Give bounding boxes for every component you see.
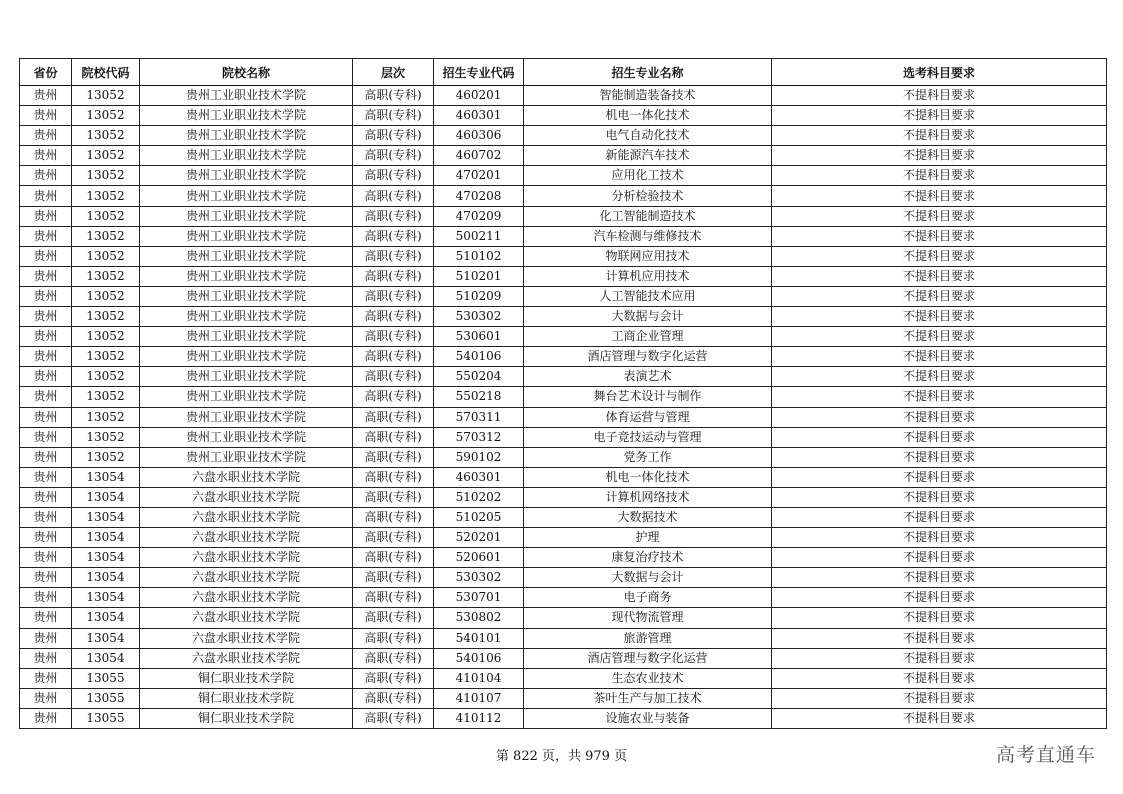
cell-major-name: 机电一体化技术 <box>524 106 772 126</box>
cell-school-code: 13052 <box>72 447 140 467</box>
cell-school-name: 六盘水职业技术学院 <box>140 568 353 588</box>
cell-major-name: 化工智能制造技术 <box>524 206 772 226</box>
cell-major-code: 540101 <box>434 628 524 648</box>
cell-subject-requirement: 不提科目要求 <box>772 226 1107 246</box>
cell-school-name: 贵州工业职业技术学院 <box>140 206 353 226</box>
table-row <box>20 588 1107 608</box>
cell-school-code: 13054 <box>72 608 140 628</box>
cell-level: 高职(专科) <box>353 206 434 226</box>
table-row <box>20 186 1107 206</box>
cell-major-code: 530802 <box>434 608 524 628</box>
cell-province: 贵州 <box>20 387 72 407</box>
cell-province: 贵州 <box>20 126 72 146</box>
table-row <box>20 447 1107 467</box>
table-row <box>20 668 1107 688</box>
cell-province: 贵州 <box>20 467 72 487</box>
cell-school-name: 贵州工业职业技术学院 <box>140 106 353 126</box>
cell-province: 贵州 <box>20 608 72 628</box>
cell-subject-requirement: 不提科目要求 <box>772 548 1107 568</box>
cell-school-name: 贵州工业职业技术学院 <box>140 246 353 266</box>
cell-school-code: 13052 <box>72 327 140 347</box>
cell-major-name: 计算机应用技术 <box>524 266 772 286</box>
cell-subject-requirement: 不提科目要求 <box>772 266 1107 286</box>
cell-level: 高职(专科) <box>353 407 434 427</box>
header-school-code: 院校代码 <box>72 59 140 86</box>
cell-province: 贵州 <box>20 86 72 106</box>
cell-school-name: 六盘水职业技术学院 <box>140 467 353 487</box>
cell-subject-requirement: 不提科目要求 <box>772 487 1107 507</box>
header-major-name: 招生专业名称 <box>524 59 772 86</box>
cell-school-code: 13054 <box>72 648 140 668</box>
cell-major-name: 人工智能技术应用 <box>524 286 772 306</box>
cell-school-code: 13052 <box>72 367 140 387</box>
cell-school-name: 贵州工业职业技术学院 <box>140 146 353 166</box>
cell-subject-requirement: 不提科目要求 <box>772 568 1107 588</box>
table-row <box>20 688 1107 708</box>
cell-major-code: 500211 <box>434 226 524 246</box>
table-row <box>20 266 1107 286</box>
cell-school-name: 六盘水职业技术学院 <box>140 648 353 668</box>
cell-subject-requirement: 不提科目要求 <box>772 166 1107 186</box>
cell-major-code: 460301 <box>434 106 524 126</box>
cell-subject-requirement: 不提科目要求 <box>772 608 1107 628</box>
cell-major-code: 510205 <box>434 507 524 527</box>
cell-major-name: 现代物流管理 <box>524 608 772 628</box>
cell-school-code: 13052 <box>72 206 140 226</box>
cell-school-name: 贵州工业职业技术学院 <box>140 347 353 367</box>
table-row <box>20 568 1107 588</box>
cell-subject-requirement: 不提科目要求 <box>772 86 1107 106</box>
cell-province: 贵州 <box>20 628 72 648</box>
table-row <box>20 548 1107 568</box>
cell-major-name: 汽车检测与维修技术 <box>524 226 772 246</box>
cell-school-name: 六盘水职业技术学院 <box>140 528 353 548</box>
cell-school-code: 13054 <box>72 628 140 648</box>
cell-subject-requirement: 不提科目要求 <box>772 246 1107 266</box>
cell-major-name: 体育运营与管理 <box>524 407 772 427</box>
cell-subject-requirement: 不提科目要求 <box>772 106 1107 126</box>
cell-province: 贵州 <box>20 327 72 347</box>
cell-major-code: 520201 <box>434 528 524 548</box>
cell-school-name: 六盘水职业技术学院 <box>140 608 353 628</box>
cell-province: 贵州 <box>20 588 72 608</box>
cell-school-code: 13055 <box>72 668 140 688</box>
cell-subject-requirement: 不提科目要求 <box>772 186 1107 206</box>
cell-subject-requirement: 不提科目要求 <box>772 206 1107 226</box>
cell-major-code: 470208 <box>434 186 524 206</box>
cell-school-name: 六盘水职业技术学院 <box>140 548 353 568</box>
cell-school-name: 六盘水职业技术学院 <box>140 588 353 608</box>
cell-level: 高职(专科) <box>353 548 434 568</box>
cell-major-name: 智能制造装备技术 <box>524 86 772 106</box>
cell-school-code: 13052 <box>72 186 140 206</box>
table-row <box>20 507 1107 527</box>
cell-subject-requirement: 不提科目要求 <box>772 307 1107 327</box>
table-row <box>20 467 1107 487</box>
cell-major-code: 570312 <box>434 427 524 447</box>
cell-major-code: 520601 <box>434 548 524 568</box>
cell-level: 高职(专科) <box>353 668 434 688</box>
cell-major-code: 510209 <box>434 286 524 306</box>
cell-subject-requirement: 不提科目要求 <box>772 286 1107 306</box>
cell-province: 贵州 <box>20 427 72 447</box>
cell-province: 贵州 <box>20 146 72 166</box>
cell-major-code: 570311 <box>434 407 524 427</box>
cell-major-code: 540106 <box>434 347 524 367</box>
cell-level: 高职(专科) <box>353 708 434 728</box>
cell-major-code: 540106 <box>434 648 524 668</box>
cell-school-name: 贵州工业职业技术学院 <box>140 367 353 387</box>
table-row <box>20 407 1107 427</box>
cell-school-code: 13052 <box>72 307 140 327</box>
cell-major-name: 分析检验技术 <box>524 186 772 206</box>
table-row <box>20 327 1107 347</box>
table-row <box>20 387 1107 407</box>
cell-major-name: 电子竞技运动与管理 <box>524 427 772 447</box>
cell-province: 贵州 <box>20 106 72 126</box>
cell-major-name: 茶叶生产与加工技术 <box>524 688 772 708</box>
table-row <box>20 226 1107 246</box>
cell-province: 贵州 <box>20 507 72 527</box>
cell-level: 高职(专科) <box>353 628 434 648</box>
cell-province: 贵州 <box>20 206 72 226</box>
cell-school-name: 六盘水职业技术学院 <box>140 628 353 648</box>
cell-school-code: 13052 <box>72 106 140 126</box>
cell-level: 高职(专科) <box>353 106 434 126</box>
cell-major-name: 工商企业管理 <box>524 327 772 347</box>
cell-school-name: 贵州工业职业技术学院 <box>140 327 353 347</box>
cell-school-name: 贵州工业职业技术学院 <box>140 226 353 246</box>
cell-school-name: 贵州工业职业技术学院 <box>140 387 353 407</box>
table-row <box>20 347 1107 367</box>
cell-major-code: 530601 <box>434 327 524 347</box>
cell-province: 贵州 <box>20 367 72 387</box>
cell-level: 高职(专科) <box>353 307 434 327</box>
cell-subject-requirement: 不提科目要求 <box>772 507 1107 527</box>
cell-school-code: 13052 <box>72 347 140 367</box>
table-row <box>20 487 1107 507</box>
cell-subject-requirement: 不提科目要求 <box>772 688 1107 708</box>
cell-level: 高职(专科) <box>353 86 434 106</box>
cell-major-code: 410104 <box>434 668 524 688</box>
cell-level: 高职(专科) <box>353 246 434 266</box>
cell-major-name: 大数据与会计 <box>524 307 772 327</box>
cell-level: 高职(专科) <box>353 266 434 286</box>
cell-subject-requirement: 不提科目要求 <box>772 467 1107 487</box>
cell-province: 贵州 <box>20 568 72 588</box>
table-row <box>20 608 1107 628</box>
cell-major-code: 510102 <box>434 246 524 266</box>
cell-subject-requirement: 不提科目要求 <box>772 126 1107 146</box>
cell-subject-requirement: 不提科目要求 <box>772 648 1107 668</box>
cell-school-name: 贵州工业职业技术学院 <box>140 407 353 427</box>
cell-school-code: 13054 <box>72 507 140 527</box>
cell-school-code: 13052 <box>72 166 140 186</box>
cell-level: 高职(专科) <box>353 427 434 447</box>
cell-school-name: 铜仁职业技术学院 <box>140 688 353 708</box>
cell-province: 贵州 <box>20 708 72 728</box>
cell-school-code: 13052 <box>72 126 140 146</box>
cell-major-code: 510202 <box>434 487 524 507</box>
cell-province: 贵州 <box>20 347 72 367</box>
cell-major-name: 大数据技术 <box>524 507 772 527</box>
table-row <box>20 106 1107 126</box>
cell-level: 高职(专科) <box>353 467 434 487</box>
cell-level: 高职(专科) <box>353 588 434 608</box>
cell-major-name: 酒店管理与数字化运营 <box>524 347 772 367</box>
cell-major-code: 410107 <box>434 688 524 708</box>
header-subject-requirement: 选考科目要求 <box>772 59 1107 86</box>
cell-subject-requirement: 不提科目要求 <box>772 628 1107 648</box>
cell-major-name: 电子商务 <box>524 588 772 608</box>
table-row <box>20 708 1107 728</box>
cell-major-name: 新能源汽车技术 <box>524 146 772 166</box>
cell-major-name: 大数据与会计 <box>524 568 772 588</box>
cell-province: 贵州 <box>20 286 72 306</box>
cell-school-code: 13052 <box>72 427 140 447</box>
table-row <box>20 86 1107 106</box>
cell-level: 高职(专科) <box>353 528 434 548</box>
table-row <box>20 427 1107 447</box>
cell-major-code: 460301 <box>434 467 524 487</box>
cell-province: 贵州 <box>20 668 72 688</box>
cell-major-code: 460201 <box>434 86 524 106</box>
table-body <box>20 86 1107 729</box>
table-row <box>20 367 1107 387</box>
table-row <box>20 166 1107 186</box>
cell-school-name: 贵州工业职业技术学院 <box>140 427 353 447</box>
cell-province: 贵州 <box>20 266 72 286</box>
cell-level: 高职(专科) <box>353 648 434 668</box>
cell-major-code: 530302 <box>434 568 524 588</box>
table-row <box>20 628 1107 648</box>
cell-school-name: 贵州工业职业技术学院 <box>140 186 353 206</box>
cell-major-code: 550218 <box>434 387 524 407</box>
cell-subject-requirement: 不提科目要求 <box>772 588 1107 608</box>
cell-school-name: 铜仁职业技术学院 <box>140 668 353 688</box>
cell-major-name: 酒店管理与数字化运营 <box>524 648 772 668</box>
cell-subject-requirement: 不提科目要求 <box>772 407 1107 427</box>
table-row <box>20 206 1107 226</box>
cell-subject-requirement: 不提科目要求 <box>772 427 1107 447</box>
header-school-name: 院校名称 <box>140 59 353 86</box>
header-province: 省份 <box>20 59 72 86</box>
table-row <box>20 286 1107 306</box>
cell-major-code: 470209 <box>434 206 524 226</box>
admission-table <box>19 58 1107 729</box>
cell-school-name: 铜仁职业技术学院 <box>140 708 353 728</box>
cell-school-code: 13054 <box>72 548 140 568</box>
cell-subject-requirement: 不提科目要求 <box>772 708 1107 728</box>
cell-major-name: 护理 <box>524 528 772 548</box>
cell-school-code: 13052 <box>72 86 140 106</box>
cell-level: 高职(专科) <box>353 186 434 206</box>
cell-province: 贵州 <box>20 226 72 246</box>
page-number: 第 822 页，共 979 页 <box>495 749 628 764</box>
cell-level: 高职(专科) <box>353 688 434 708</box>
cell-level: 高职(专科) <box>353 146 434 166</box>
cell-school-code: 13054 <box>72 568 140 588</box>
cell-province: 贵州 <box>20 688 72 708</box>
table-row <box>20 648 1107 668</box>
cell-school-code: 13052 <box>72 387 140 407</box>
cell-major-code: 530302 <box>434 307 524 327</box>
cell-major-code: 460306 <box>434 126 524 146</box>
cell-subject-requirement: 不提科目要求 <box>772 528 1107 548</box>
cell-level: 高职(专科) <box>353 126 434 146</box>
cell-school-code: 13054 <box>72 528 140 548</box>
cell-level: 高职(专科) <box>353 347 434 367</box>
cell-major-code: 460702 <box>434 146 524 166</box>
watermark-logo: 高考直通车 <box>995 744 1096 766</box>
cell-level: 高职(专科) <box>353 507 434 527</box>
cell-level: 高职(专科) <box>353 608 434 628</box>
cell-major-code: 530701 <box>434 588 524 608</box>
cell-school-name: 六盘水职业技术学院 <box>140 507 353 527</box>
cell-school-code: 13052 <box>72 266 140 286</box>
cell-level: 高职(专科) <box>353 568 434 588</box>
cell-subject-requirement: 不提科目要求 <box>772 347 1107 367</box>
cell-level: 高职(专科) <box>353 447 434 467</box>
cell-school-name: 贵州工业职业技术学院 <box>140 266 353 286</box>
cell-school-code: 13052 <box>72 226 140 246</box>
cell-province: 贵州 <box>20 528 72 548</box>
table-row <box>20 528 1107 548</box>
cell-school-code: 13055 <box>72 708 140 728</box>
cell-province: 贵州 <box>20 548 72 568</box>
table-row <box>20 126 1107 146</box>
cell-school-code: 13055 <box>72 688 140 708</box>
cell-major-name: 旅游管理 <box>524 628 772 648</box>
cell-level: 高职(专科) <box>353 487 434 507</box>
cell-level: 高职(专科) <box>353 286 434 306</box>
cell-school-name: 贵州工业职业技术学院 <box>140 447 353 467</box>
cell-province: 贵州 <box>20 166 72 186</box>
cell-school-name: 六盘水职业技术学院 <box>140 487 353 507</box>
cell-level: 高职(专科) <box>353 226 434 246</box>
cell-subject-requirement: 不提科目要求 <box>772 668 1107 688</box>
cell-level: 高职(专科) <box>353 327 434 347</box>
cell-school-name: 贵州工业职业技术学院 <box>140 286 353 306</box>
cell-school-name: 贵州工业职业技术学院 <box>140 126 353 146</box>
cell-major-name: 设施农业与装备 <box>524 708 772 728</box>
cell-subject-requirement: 不提科目要求 <box>772 327 1107 347</box>
cell-school-name: 贵州工业职业技术学院 <box>140 166 353 186</box>
cell-province: 贵州 <box>20 246 72 266</box>
cell-school-name: 贵州工业职业技术学院 <box>140 86 353 106</box>
cell-major-name: 表演艺术 <box>524 367 772 387</box>
cell-school-code: 13052 <box>72 286 140 306</box>
cell-major-code: 410112 <box>434 708 524 728</box>
cell-major-name: 计算机网络技术 <box>524 487 772 507</box>
cell-province: 贵州 <box>20 407 72 427</box>
cell-province: 贵州 <box>20 307 72 327</box>
cell-school-code: 13052 <box>72 407 140 427</box>
cell-subject-requirement: 不提科目要求 <box>772 387 1107 407</box>
cell-major-code: 550204 <box>434 367 524 387</box>
cell-major-name: 党务工作 <box>524 447 772 467</box>
cell-school-code: 13054 <box>72 487 140 507</box>
table-row <box>20 146 1107 166</box>
cell-major-name: 电气自动化技术 <box>524 126 772 146</box>
table-header-row <box>20 59 1107 86</box>
header-major-code: 招生专业代码 <box>434 59 524 86</box>
cell-school-code: 13054 <box>72 467 140 487</box>
cell-subject-requirement: 不提科目要求 <box>772 447 1107 467</box>
cell-major-code: 510201 <box>434 266 524 286</box>
cell-province: 贵州 <box>20 186 72 206</box>
cell-province: 贵州 <box>20 648 72 668</box>
cell-subject-requirement: 不提科目要求 <box>772 146 1107 166</box>
cell-level: 高职(专科) <box>353 166 434 186</box>
table-row <box>20 307 1107 327</box>
cell-province: 贵州 <box>20 447 72 467</box>
cell-school-code: 13052 <box>72 246 140 266</box>
table-row <box>20 246 1107 266</box>
cell-school-code: 13054 <box>72 588 140 608</box>
cell-school-name: 贵州工业职业技术学院 <box>140 307 353 327</box>
cell-school-code: 13052 <box>72 146 140 166</box>
cell-major-name: 应用化工技术 <box>524 166 772 186</box>
header-level: 层次 <box>353 59 434 86</box>
cell-subject-requirement: 不提科目要求 <box>772 367 1107 387</box>
cell-province: 贵州 <box>20 487 72 507</box>
cell-major-name: 康复治疗技术 <box>524 548 772 568</box>
cell-major-name: 机电一体化技术 <box>524 467 772 487</box>
cell-major-code: 590102 <box>434 447 524 467</box>
cell-major-name: 舞台艺术设计与制作 <box>524 387 772 407</box>
cell-level: 高职(专科) <box>353 387 434 407</box>
cell-major-code: 470201 <box>434 166 524 186</box>
cell-major-name: 生态农业技术 <box>524 668 772 688</box>
cell-major-name: 物联网应用技术 <box>524 246 772 266</box>
cell-level: 高职(专科) <box>353 367 434 387</box>
